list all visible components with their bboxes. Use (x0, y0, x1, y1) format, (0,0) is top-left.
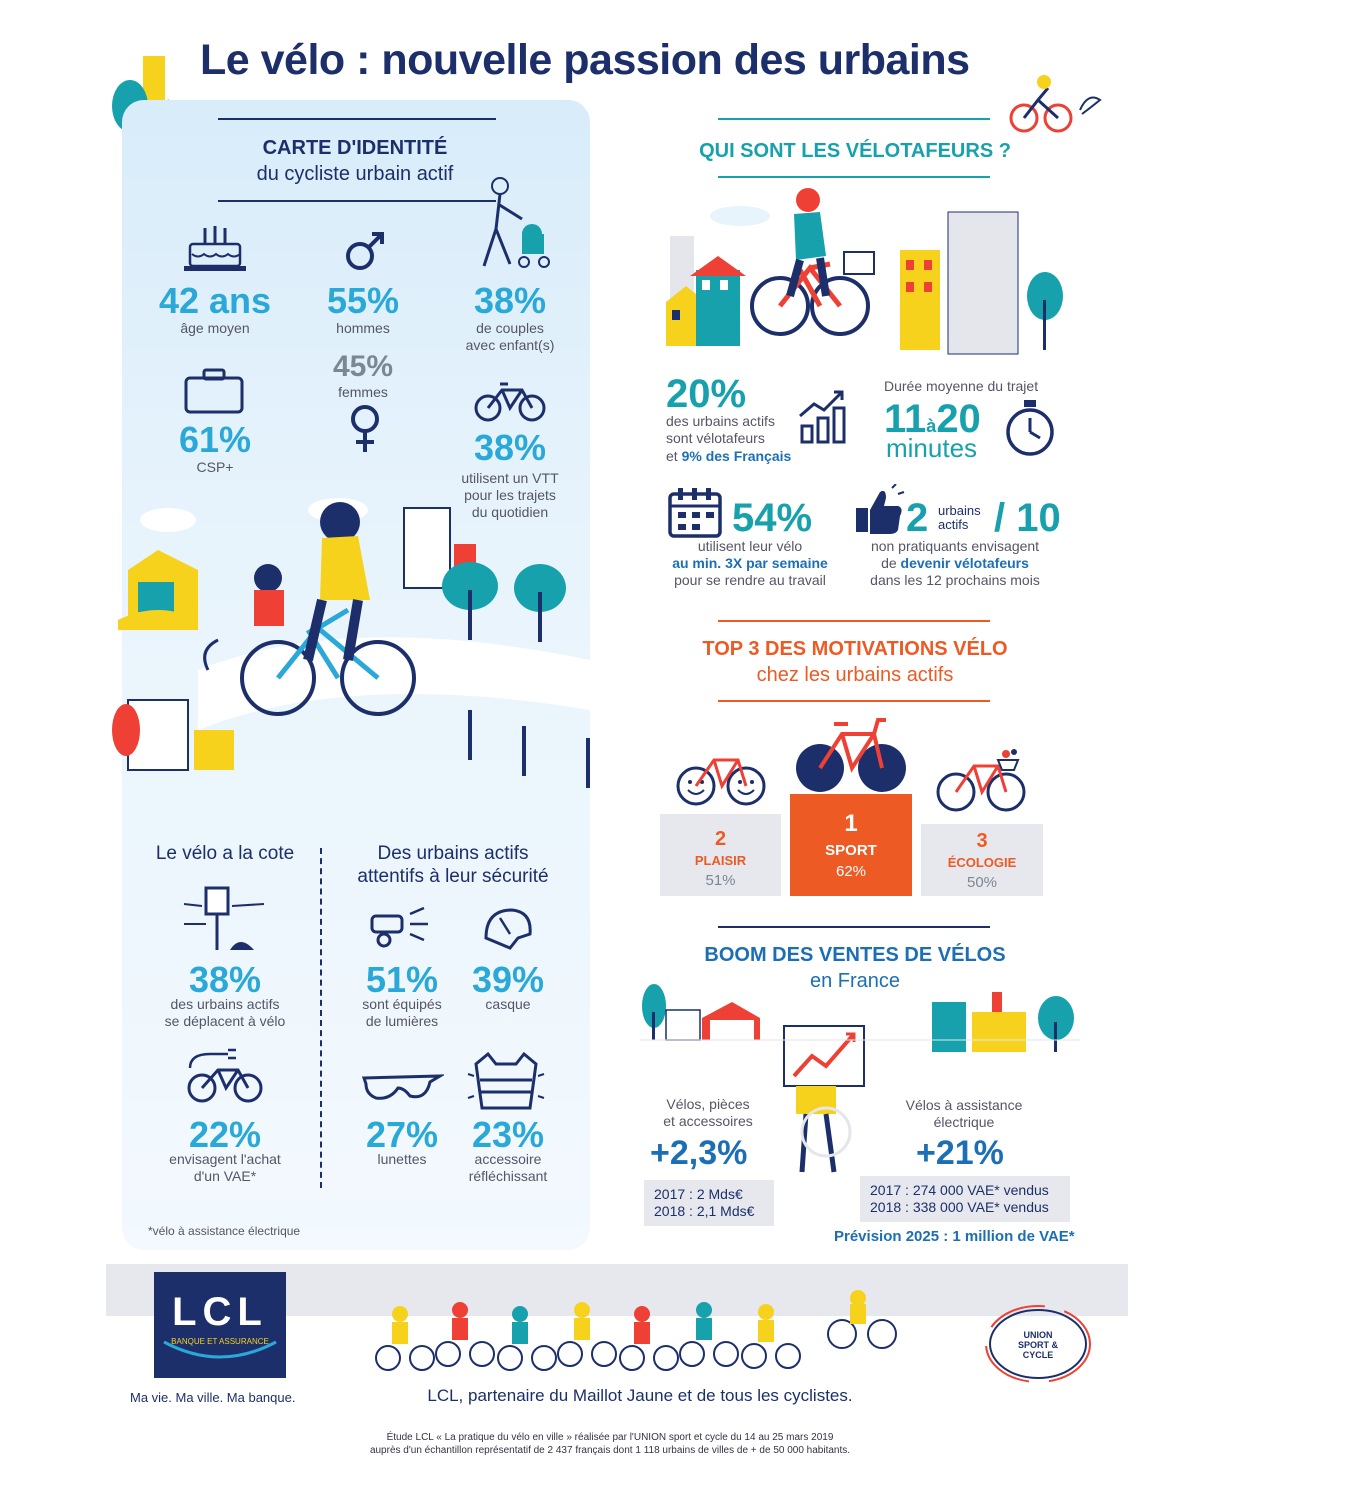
top-title-2: chez les urbains actifs (756, 664, 954, 686)
sales-value: +2,3% (650, 1134, 748, 1172)
divider (718, 620, 990, 622)
ecology-bike-icon (934, 746, 1030, 816)
helmet-icon (480, 904, 536, 954)
podium-second-pct: 51% (705, 872, 736, 889)
vellotaf-label-1: des urbains actifs (666, 413, 775, 429)
lcl-logo (154, 1272, 286, 1378)
podium-third-pct: 50% (966, 874, 998, 891)
lights-label-1: sont équipés (362, 996, 442, 1012)
weekly-value: 54% (732, 496, 813, 540)
lcl-slogan: Ma vie. Ma ville. Ma banque. (130, 1390, 296, 1405)
male-symbol-icon (342, 228, 388, 274)
study-note-2: auprès d'un échantillon représentatif de 2 437 français dont 1 118 urbains de villes de + de 50 000 habitants. (369, 1445, 851, 1456)
vellotaf-label-3: et 9% des Français (666, 448, 792, 464)
divider (218, 118, 496, 120)
commuter-city-illustration (660, 186, 1070, 362)
vae-sales-value: +21% (916, 1134, 1004, 1172)
dashed-divider (320, 848, 322, 1188)
csp-label: CSP+ (196, 459, 234, 475)
move-label-2: se déplacent à vélo (164, 1013, 286, 1029)
cyclist-top-icon (1008, 70, 1108, 136)
weekly-label-3: pour se rendre au travail (674, 572, 826, 588)
podium-first-pct: 62% (835, 863, 867, 880)
boom-title-2: en France (809, 970, 901, 992)
lcl-logo-sub: BANQUE ET ASSURANCE (171, 1337, 269, 1346)
vae-sales-label-2: électrique (933, 1114, 995, 1130)
ratio-value: 2 (906, 496, 929, 540)
growth-chart-icon (796, 386, 852, 446)
duration-value: 11à20 (884, 397, 981, 441)
podium-second (660, 814, 781, 896)
csp-value: 61% (178, 419, 252, 460)
men-value: 55% (326, 280, 400, 321)
ratio-denominator: / 10 (994, 496, 1061, 540)
ratio-small-2: actifs (938, 517, 969, 532)
bike-lane-sign-icon (180, 884, 270, 954)
vae-intent-value: 22% (188, 1114, 262, 1155)
duration-label: Durée moyenne du trajet (884, 378, 1039, 394)
ratio-small-1: urbains (938, 503, 981, 518)
cyclist-illustration (108, 490, 590, 790)
sales-years-box (644, 1180, 774, 1226)
electric-bike-icon (184, 1048, 268, 1106)
move-label-1: des urbains actifs (170, 996, 280, 1012)
vae-sales-label-1: Vélos à assistance (905, 1097, 1023, 1113)
divider (718, 118, 990, 120)
partner-tagline: LCL, partenaire du Maillot Jaune et de tous les cyclistes. (427, 1386, 853, 1405)
vellotaf-label-2: sont vélotafeurs (666, 430, 765, 446)
podium-first-label: SPORT (825, 842, 877, 859)
age-label: âge moyen (180, 320, 250, 336)
lights-value: 51% (365, 959, 439, 1000)
sport-bike-icon (794, 714, 908, 794)
podium-third-rank: 3 (976, 830, 988, 852)
couples-label-2: avec enfant(s) (465, 337, 555, 353)
divider (718, 176, 990, 178)
mountain-bike-icon (474, 380, 546, 424)
union-logo-text: UNION SPORT & CYCLE (1017, 1330, 1058, 1360)
lcl-swoosh-icon (160, 1338, 280, 1368)
vtt-label-1: utilisent un VTT (461, 470, 559, 486)
lights-label-2: de lumières (365, 1013, 439, 1029)
boom-title-1: BOOM DES VENTES DE VÉLOS (704, 944, 1006, 966)
move-value: 38% (188, 959, 262, 1000)
divider (218, 200, 496, 202)
thumbs-up-icon (852, 484, 906, 536)
female-symbol-icon (348, 404, 382, 454)
top-title-1: TOP 3 DES MOTIVATIONS VÉLO (702, 638, 1008, 660)
ratio-label-1: non pratiquants envisagent (870, 538, 1040, 554)
pleasure-bike-icon (674, 746, 770, 810)
reflect-value: 23% (471, 1114, 545, 1155)
bike-light-icon (366, 906, 436, 954)
vae-2018: 2018 : 338 000 VAE* vendus (870, 1199, 1049, 1215)
sales-2018: 2018 : 2,1 Mds€ (654, 1203, 755, 1219)
vtt-value: 38% (473, 427, 547, 468)
vae-intent-label-1: envisagent l'achat (169, 1151, 281, 1167)
podium-second-label: PLAISIR (694, 853, 747, 868)
sunglasses-icon (360, 1066, 444, 1108)
sales-2017: 2017 : 2 Mds€ (654, 1186, 743, 1202)
parent-stroller-icon (462, 174, 558, 276)
sales-label-1: Vélos, pièces (666, 1096, 750, 1112)
podium-third (921, 824, 1043, 896)
reflect-label-1: accessoire (474, 1151, 542, 1167)
vae-years-box (860, 1176, 1070, 1222)
identity-subheading: du cycliste urbain actif (256, 163, 454, 185)
age-value: 42 ans (158, 280, 272, 321)
divider (718, 926, 990, 928)
who-title: QUI SONT LES VÉLOTAFEURS ? (699, 140, 1011, 162)
couples-value: 38% (473, 280, 547, 321)
birthday-cake-icon (180, 218, 250, 276)
reflective-vest-icon (466, 1050, 546, 1112)
couples-label-1: de couples (476, 320, 544, 336)
women-label: femmes (338, 384, 388, 400)
ratio-label-3: dans les 12 prochains mois (870, 572, 1040, 588)
vtt-label-3: du quotidien (471, 504, 549, 520)
security-title-2: attentifs à leur sécurité (357, 866, 549, 887)
vae-intent-label-2: d'un VAE* (193, 1168, 257, 1184)
briefcase-icon (182, 366, 246, 416)
cote-title: Le vélo a la cote (155, 843, 295, 864)
study-note-1: Étude LCL « La pratique du vélo en ville » réalisée par l'UNION sport et cycle du 14 au 25 mars 2019 (386, 1432, 834, 1443)
women-value: 45% (332, 350, 394, 383)
podium-third-label: ÉCOLOGIE (947, 855, 1017, 870)
weekly-label-2: au min. 3X par semaine (672, 555, 828, 571)
stopwatch-icon (1004, 396, 1058, 460)
reflect-label-2: réfléchissant (468, 1168, 548, 1184)
helmet-value: 39% (471, 959, 545, 1000)
divider (718, 700, 990, 702)
lcl-logo-text: LCL (172, 1290, 268, 1334)
peloton-illustration (370, 1284, 910, 1374)
page-title: Le vélo : nouvelle passion des urbains (200, 36, 970, 84)
forecast: Prévision 2025 : 1 million de VAE* (834, 1228, 1075, 1245)
podium-second-rank: 2 (714, 828, 727, 850)
weekly-label-1: utilisent leur vélo (697, 538, 803, 554)
podium-first-rank: 1 (844, 810, 858, 837)
men-label: hommes (336, 320, 390, 336)
vellotaf-value: 20% (666, 372, 747, 416)
vae-2017: 2017 : 274 000 VAE* vendus (870, 1182, 1049, 1198)
glasses-value: 27% (365, 1114, 439, 1155)
sales-label-2: et accessoires (663, 1113, 753, 1129)
podium-first (790, 794, 912, 896)
glasses-label: lunettes (377, 1151, 427, 1167)
security-title-1: Des urbains actifs (377, 843, 529, 864)
identity-heading: CARTE D'IDENTITÉ (262, 137, 448, 159)
helmet-label: casque (485, 996, 531, 1012)
duration-unit: minutes (886, 433, 978, 463)
footnote: *vélo à assistance électrique (148, 1224, 301, 1238)
calendar-icon (666, 486, 724, 540)
ratio-label-2: de devenir vélotafeurs (881, 555, 1029, 571)
vtt-label-2: pour les trajets (464, 487, 556, 503)
